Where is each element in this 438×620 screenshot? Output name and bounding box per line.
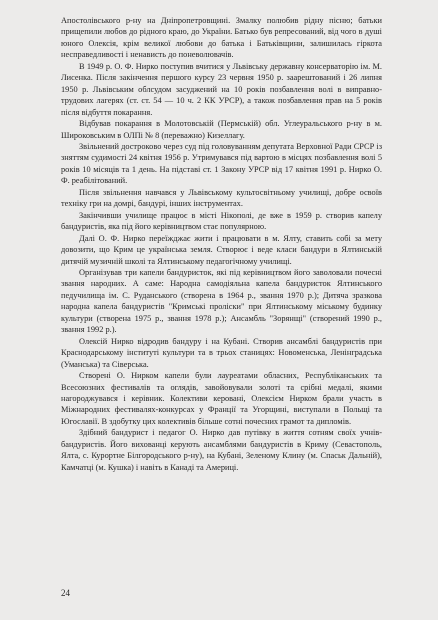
- paragraph: В 1949 р. О. Ф. Нирко поступив вчитися у Львівську державну консерваторію ім. М. Лисенка. Після закінчення першого курсу 23 червня 1950 р. заарештований і 26 липня 1950 р. Львівським облсудом засуджений на 10 років позбавлення волі в виправно-трудових лагерях (ст. ст. 54 — 10 ч. 2 КК УРСР), а також позбавлення прав на 5 років після відбуття покарання.: [61, 61, 382, 117]
- paragraph: Відбував покарання в Молотовській (Пермській) обл. Углеуральського р-ну в м. Широковським в ОЛПі № 8 (переважно) Кизеллагу.: [61, 119, 382, 140]
- paragraph: Після звільнення навчався у Львівському культосвітньому училищі, добре освоїв техніку гри на домрі, бандурі, інших інструментах.: [61, 187, 382, 209]
- paragraph: Здібний бандурист і педагог О. Нирко дав путівку в життя сотням своїх учнів-бандуристів. Його вихованці керують ансамблями бандуристів в Криму (Севастополь, Ялта, с. Курортне Білгородського р-ну), на Кубані, Зеленому Клину (м. Спаськ Дальній), Камчатці (м. Кушка) і навіть в Канаді та Америці.: [61, 428, 382, 472]
- paragraph: Створені О. Нирком капели були лауреатами обласних, Республіканських та Всесоюзних фестивалів та оглядів, завойовували золоті та срібні медалі, якими нагороджувався і керівник. Колективи керовані, Олексієм Нирком брали участь в Міжнародних фестивалях-конкурсах у Франції та Угорщині, виступали в Польщі та Югославії. В здобутку цих колективів більше сотні почесних грамот та дипломів.: [61, 371, 382, 426]
- paragraph: Закінчивши училище працює в місті Нікополі, де вже в 1959 р. створив капелу бандуристів, яка під його керівництвом стає популярною.: [61, 210, 382, 232]
- paragraph: Організував три капели бандуристок, які під керівництвом його заволовали почесні звання народних. А саме: Народна самодіяльна капела бандуристок Ялтинського педучилища ім. С. Руданського (створена в 1964 р., звання 1970 р.); Дитяча зразкова народна капела бандуристів "Кримські пролiски" при Ялтинському міському будинку культури (створена 1975 р., звання 1978 р.); Ансамбль "Зорянщі" (створений 1990 р., звання 1992 р.).: [61, 267, 382, 335]
- page-number: 24: [61, 588, 70, 598]
- paragraph: Олексій Нирко відродив бандуру і на Кубані. Створив ансамблі бандуристів при Краснодарському інституті культури та в трьох станицях: Новоменська, Ленінградська (Уманська) та Сіверська.: [61, 336, 382, 369]
- paragraph: Далі О. Ф. Нирко переїжджає жити і працювати в м. Ялту, ставить собі за мету довозити, що Крим це українська земля. Створює і веде класи бандури в Ялтинській дитячій музичній школі та Ялтинському педагогічному училищі.: [61, 233, 382, 266]
- paragraph: Звільнений достроково через суд під головуванням депутата Верховної Ради СРСР із зняттям судимості 24 квітня 1956 р. Утримувався під вартою в місцях позбавлення волі 5 років 10 місяців та 1 день. На підставі ст. 1 Закону УРСР від 17 квітня 1991 р. Нирко О. Ф. реабілітований.: [61, 141, 382, 186]
- paragraph: Апостолівського р-ну на Дніпропетровщині. Змалку полюбив рідну пісню; батьки прищепили любов до рідного краю, до України. Батько був репресований, від чого в душі юного Олексія, крім великої любови до батька і Батьківщини, залишилась гіркота несправедливості і ненависть до поневолювачів.: [61, 16, 382, 60]
